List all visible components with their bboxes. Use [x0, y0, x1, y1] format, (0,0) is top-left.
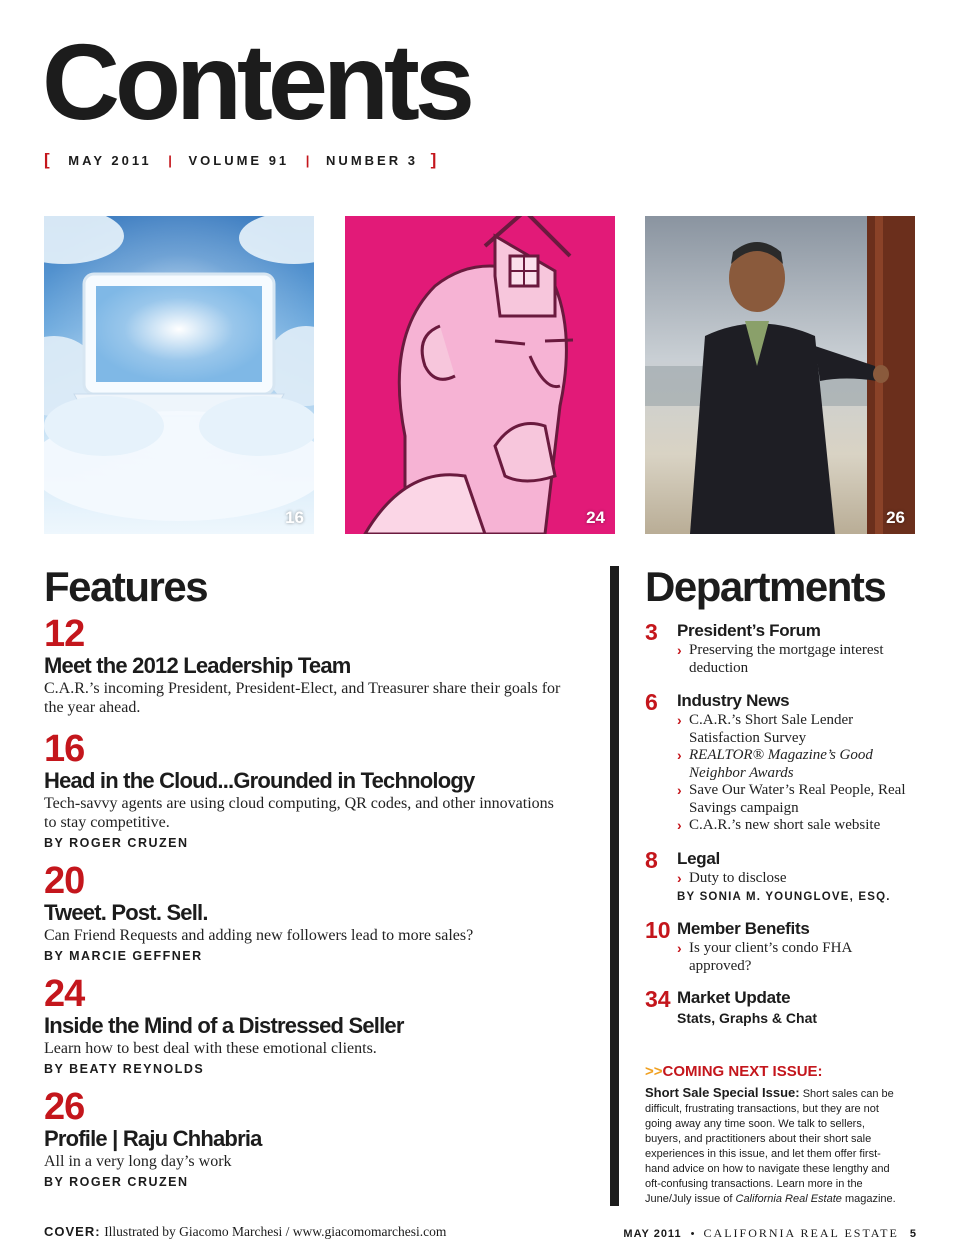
issue-volume: VOLUME 91: [188, 153, 290, 168]
footer-dot: •: [690, 1228, 695, 1240]
cover-text: Illustrated by Giacomo Marchesi / www.giacomomarchesi.com: [104, 1224, 447, 1239]
department-item: [645, 918, 915, 975]
issue-number: NUMBER 3: [326, 153, 418, 168]
departments-heading: Departments: [645, 563, 886, 610]
feature-item: [44, 862, 564, 963]
department-title[interactable]: Industry News: [677, 691, 790, 710]
feature-title[interactable]: Tweet. Post. Sell.: [44, 900, 208, 925]
chevron-right-icon: ›: [677, 782, 682, 798]
department-subtitle: Stats, Graphs & Chat: [677, 1010, 818, 1026]
photo-page-number: 24: [586, 508, 605, 527]
issue-month: MAY 2011: [68, 153, 152, 168]
department-item: [645, 848, 915, 903]
department-item: [645, 987, 915, 1027]
cover-credit: [44, 1224, 446, 1240]
feature-byline: BY MARCIE GEFFNER: [44, 949, 203, 963]
distressed-seller-illustration: [345, 216, 615, 534]
coming-next-magazine: California Real Estate: [735, 1193, 842, 1205]
footer-month: MAY 2011: [623, 1228, 682, 1240]
feature-title[interactable]: Inside the Mind of a Distressed Seller: [44, 1013, 404, 1038]
feature-title[interactable]: Head in the Cloud...Grounded in Technology: [44, 768, 475, 793]
footer-page-number: 5: [909, 1228, 916, 1240]
department-page-number: 10: [645, 917, 671, 943]
cloud-laptop-image: [44, 216, 314, 534]
department-entry[interactable]: › C.A.R.’s Short Sale Lender Satisfaction Survey: [677, 712, 854, 746]
chevron-right-icon: ›: [677, 747, 682, 763]
feature-title[interactable]: Profile | Raju Chhabria: [44, 1126, 262, 1151]
department-entry[interactable]: › Save Our Water’s Real People, Real Savings campaign: [677, 782, 906, 816]
bracket-close: ]: [430, 150, 437, 169]
chevron-right-icon: ›: [677, 712, 682, 728]
feature-description: Can Friend Requests and adding new followers lead to more sales?: [44, 927, 474, 944]
double-chevron-icon: >>: [645, 1063, 663, 1080]
department-title[interactable]: President’s Forum: [677, 621, 821, 640]
coming-next-tail: magazine.: [844, 1193, 896, 1205]
coming-next-issue: [645, 1062, 900, 1207]
column-divider: [610, 566, 619, 1206]
department-entry[interactable]: › Duty to disclose: [677, 870, 787, 886]
feature-page-number: 20: [44, 860, 85, 902]
department-entry[interactable]: › Preserving the mortgage interest deduction: [677, 642, 884, 676]
issue-separator: |: [168, 153, 172, 168]
issue-separator: |: [305, 153, 310, 168]
features-heading: Features: [44, 563, 208, 610]
department-title[interactable]: Legal: [677, 849, 720, 868]
feature-item: [44, 975, 564, 1076]
photo-page-number: 26: [886, 508, 905, 527]
feature-title[interactable]: Meet the 2012 Leadership Team: [44, 653, 351, 678]
distressed-seller-image: [345, 216, 615, 534]
department-item: [645, 690, 915, 835]
department-page-number: 34: [645, 986, 671, 1012]
cover-label: COVER:: [44, 1224, 101, 1239]
department-item: [645, 620, 915, 677]
department-entry[interactable]: › Is your client’s condo FHA approved?: [677, 940, 852, 974]
department-entry[interactable]: › C.A.R.’s new short sale website: [677, 817, 881, 833]
department-page-number: 6: [645, 689, 658, 715]
coming-next-heading: >>COMING NEXT ISSUE:: [645, 1063, 823, 1080]
department-page-number: 3: [645, 619, 658, 645]
issue-info: [44, 150, 436, 170]
feature-description: All in a very long day’s work: [44, 1153, 232, 1170]
feature-byline: BY ROGER CRUZEN: [44, 836, 189, 850]
chevron-right-icon: ›: [677, 870, 682, 886]
department-page-number: 8: [645, 847, 658, 873]
feature-byline: BY BEATY REYNOLDS: [44, 1062, 205, 1076]
feature-description: Learn how to best deal with these emotional clients.: [44, 1040, 377, 1057]
chevron-right-icon: ›: [677, 940, 682, 956]
feature-page-number: 16: [44, 728, 85, 770]
feature-item: [44, 1088, 564, 1189]
feature-page-number: 24: [44, 973, 85, 1015]
coming-next-lead: Short Sale Special Issue:: [645, 1085, 800, 1100]
footer-magazine: CALIFORNIA REAL ESTATE: [703, 1226, 899, 1240]
chevron-right-icon: ›: [677, 642, 682, 658]
coming-next-body: [645, 1085, 900, 1207]
page-title: Contents: [42, 21, 470, 142]
coming-next-text: Short sales can be difficult, frustrating transactions, but they are not going away any time soon. We talk to sellers, buyers, and practitioners about their short sale experiences in this issue, and let them offer first-hand advice on how to navigate these lengthy and oft-confusing transactions. Learn more in the June/July issue of: [645, 1088, 894, 1205]
feature-byline: BY ROGER CRUZEN: [44, 1175, 189, 1189]
feature-item: [44, 730, 564, 850]
department-title[interactable]: Member Benefits: [677, 919, 810, 938]
department-entry[interactable]: › REALTOR® Magazine’s Good Neighbor Awards: [677, 747, 873, 781]
bracket-open: [: [44, 150, 50, 169]
department-title[interactable]: Market Update: [677, 988, 791, 1007]
photo-page-number: 16: [285, 508, 304, 527]
profile-portrait-illustration: [645, 216, 915, 534]
cloud-laptop-illustration: [44, 216, 314, 534]
feature-description: C.A.R.’s incoming President, President-Elect, and Treasurer share their goals for the year ahead.: [44, 680, 561, 716]
feature-page-number: 26: [44, 1086, 85, 1128]
page-footer: [623, 1226, 916, 1241]
profile-portrait-image: [645, 216, 915, 534]
feature-page-number: 12: [44, 613, 85, 655]
chevron-right-icon: ›: [677, 817, 682, 833]
feature-item: [44, 615, 564, 717]
department-byline: BY SONIA M. YOUNGLOVE, ESQ.: [677, 890, 891, 903]
feature-description: Tech-savvy agents are using cloud computing, QR codes, and other innovations to stay competitive.: [44, 795, 554, 831]
